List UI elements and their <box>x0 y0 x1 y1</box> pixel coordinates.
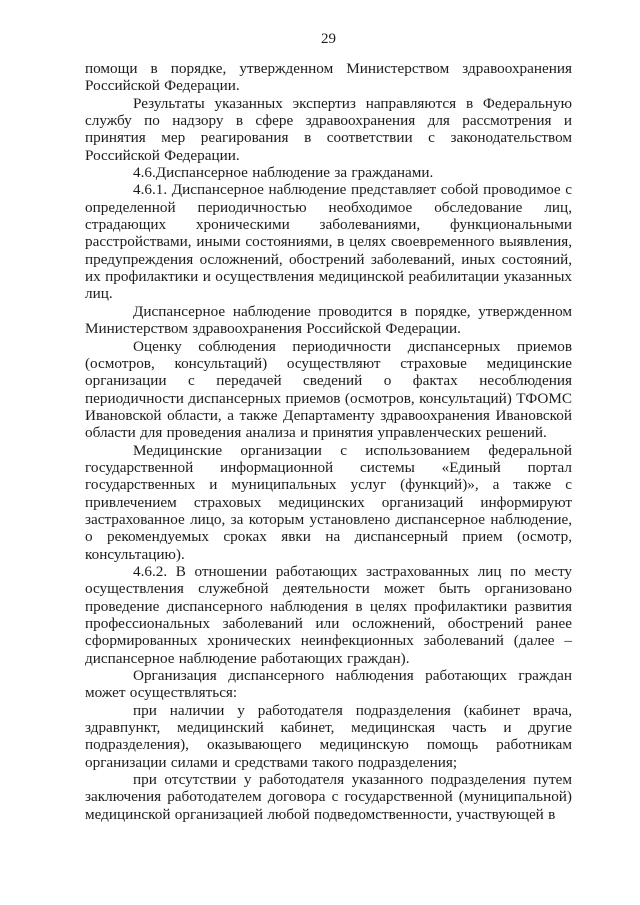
para-periodicity-assessment: Оценку соблюдения периодичности диспансерных приемов (осмотров, консультаций) осуществляют страховые медицинские организации с передачей сведений о фактах несоблюдения периодичности диспансерных приемов (осмотров, консультаций) ТФОМС Ивановской области, а также Департаменту здравоохранения Ивановской области для проведения анализа и принятия управленческих решений. <box>85 337 572 442</box>
para-employer-unit-option: при наличии у работодателя подразделения (кабинет врача, здравпункт, медицинский кабинет, медицинская часть и другие подразделения), оказывающего медицинскую помощь работникам организации силами и средствами такого подразделения; <box>85 701 572 771</box>
para-4-6-1-definition: 4.6.1. Диспансерное наблюдение представляет собой проводимое с определенной периодичностью необходимое обследование лиц, страдающих хроническими заболеваниями, функциональными расстройствами, иными состояниями, в целях своевременного выявления, предупреждения осложнений, обострений заболеваний, иных состояний, их профилактики и осуществления медицинской реабилитации указанных лиц. <box>85 181 572 303</box>
para-4-6-2-working-citizens: 4.6.2. В отношении работающих застрахованных лиц по месту осуществления служебной деятельности может быть организовано проведение диспансерного наблюдения в целях профилактики развития профессиональных заболеваний или осложнений, обострений ранее сформированных хронических неинфекционных заболеваний (далее – диспансерное наблюдение работающих граждан). <box>85 562 572 667</box>
para-organization-intro: Организация диспансерного наблюдения работающих граждан может осуществляться: <box>85 667 572 702</box>
heading-4-6-dispensary-observation: 4.6.Диспансерное наблюдение за гражданами. <box>133 164 434 182</box>
para-expertise-results: Результаты указанных экспертиз направляются в Федеральную службу по надзору в сфере здравоохранения для рассмотрения и принятия мер реагирования в соответствии с законодательством Российской Федерации. <box>85 94 572 164</box>
page-number: 29 <box>321 31 336 47</box>
para-insured-notification: Медицинские организации с использованием федеральной государственной информационной системы «Единый портал государственных и муниципальных услуг (функций)», а также с привлечением страховых медицинских организаций информируют застрахованное лицо, за которым установлено диспансерное наблюдение, о рекомендуемых сроках явки на диспансерный прием (осмотр, консультацию). <box>85 441 572 563</box>
document-body <box>85 60 572 823</box>
para-observation-procedure: Диспансерное наблюдение проводится в порядке, утвержденном Министерством здравоохранения Российской Федерации. <box>85 302 572 338</box>
para-continuation-medical-aid: помощи в порядке, утвержденном Министерством здравоохранения Российской Федерации. <box>85 60 572 95</box>
para-employer-contract-option: при отсутствии у работодателя указанного подразделения путем заключения работодателем договора с государственной (муниципальной) медицинской организацией любой подведомственности, участвующей в <box>85 771 572 823</box>
